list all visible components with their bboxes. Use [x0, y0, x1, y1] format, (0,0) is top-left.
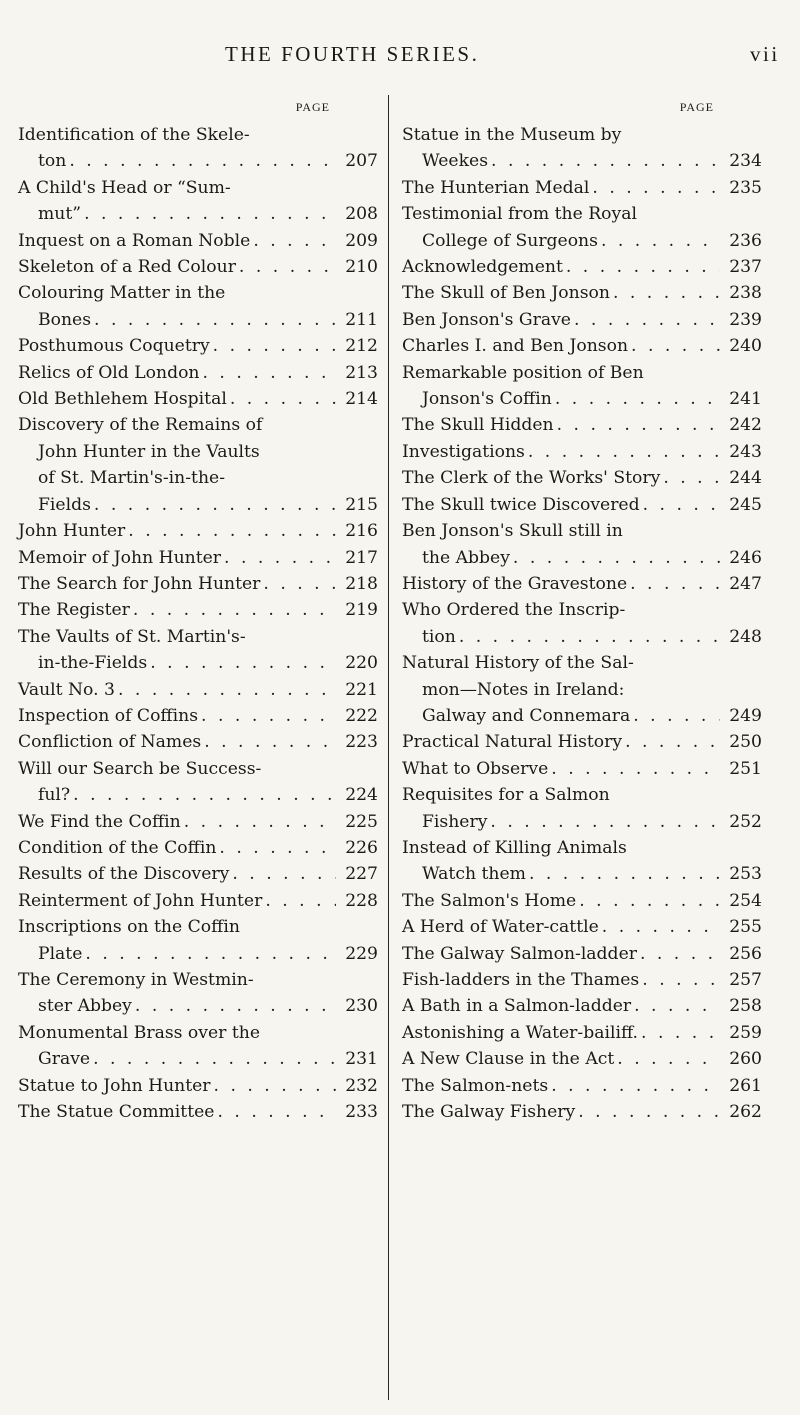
entry-title-line: A Bath in a Salmon-ladder [402, 996, 632, 1017]
entry-page-number: 230 [345, 996, 378, 1017]
leader-dots [200, 360, 337, 386]
entry-page-number: 213 [345, 362, 378, 383]
entry-title-line: The Skull twice Discovered [402, 494, 640, 515]
contents-entry [402, 597, 762, 650]
leader-dots [571, 307, 720, 333]
contents-entry [18, 861, 378, 887]
contents-entry [18, 809, 378, 835]
entry-page-number: 208 [345, 204, 378, 225]
contents-entry [402, 888, 762, 914]
entry-title-line: John Hunter [18, 521, 126, 542]
contents-entry [18, 967, 378, 1020]
entry-title-line: Inquest on a Roman Noble [18, 230, 251, 251]
entry-page-number: 251 [729, 758, 762, 779]
leader-dots [598, 228, 720, 254]
contents-entry [402, 412, 762, 438]
entry-page-number: 250 [729, 732, 762, 753]
entry-title-line: Skeleton of a Red Colour [18, 257, 236, 278]
entry-title-line: The Galway Salmon-ladder [402, 943, 637, 964]
contents-entry [18, 254, 378, 280]
entry-page-number: 210 [345, 257, 378, 278]
contents-entry [18, 412, 378, 518]
leader-dots [260, 571, 336, 597]
contents-entry [402, 993, 762, 1019]
contents-column-right [402, 100, 762, 1125]
leader-dots [82, 941, 336, 967]
entry-title-line: The Ceremony in Westmin- [18, 970, 254, 990]
entry-page-number: 262 [729, 1102, 762, 1123]
entry-title-line: Fish-ladders in the Thames [402, 970, 640, 990]
leader-dots [211, 1073, 336, 1099]
entry-page-number: 231 [345, 1049, 378, 1070]
contents-entry [402, 650, 762, 729]
leader-dots [638, 1020, 720, 1046]
leader-dots [221, 545, 336, 571]
entry-title-line: Watch them [422, 864, 526, 885]
entry-page-number: 232 [345, 1075, 378, 1096]
entry-title-line: What to Observe [402, 758, 549, 779]
entry-page-number: 234 [729, 151, 762, 172]
entry-title-line: Results of the Discovery [18, 864, 230, 885]
entry-page-number: 220 [345, 653, 378, 674]
leader-dots [487, 809, 720, 835]
entry-title-line: Reinterment of John Hunter [18, 890, 263, 911]
entry-title-line: Investigations [402, 441, 525, 462]
entry-title-line: Colouring Matter in the [18, 283, 226, 304]
leader-dots [639, 967, 720, 993]
entry-page-number: 219 [345, 600, 378, 621]
entry-page-number: 249 [729, 705, 762, 726]
entry-page-number: 253 [729, 864, 762, 885]
entry-title-line: Posthumous Coquetry [18, 336, 210, 357]
entry-page-number: 257 [729, 970, 762, 990]
contents-entry [402, 333, 762, 359]
entry-title-line: ful? [38, 785, 71, 806]
entry-title-line: Plate [38, 943, 83, 964]
entry-page-number: 245 [729, 494, 762, 515]
entry-title-line: mut” [38, 204, 82, 225]
entry-page-number: 212 [345, 336, 378, 357]
entry-page-number: 229 [345, 943, 378, 964]
entry-title-line: The Statue Committee [18, 1102, 215, 1123]
leader-dots [198, 703, 336, 729]
entry-title-line: Testimonial from the Royal [402, 204, 637, 225]
contents-entry [18, 756, 378, 809]
leader-dots [610, 280, 720, 306]
entry-title-line: Relics of Old London [18, 362, 200, 383]
leader-dots [563, 254, 720, 280]
entry-title-line: Inscriptions on the Coffin [18, 917, 240, 938]
leader-dots [548, 756, 720, 782]
contents-entry [402, 1020, 762, 1046]
entry-page-number: 227 [345, 864, 378, 885]
contents-entry [18, 360, 378, 386]
contents-entry [18, 597, 378, 623]
entry-page-number: 254 [729, 890, 762, 911]
entry-page-number: 246 [729, 547, 762, 568]
entry-title-line: The Skull Hidden [402, 415, 554, 436]
contents-entry [18, 1099, 378, 1125]
entry-title-line: Grave [38, 1049, 91, 1070]
entry-title-line: The Hunterian Medal [402, 177, 590, 198]
contents-entry [18, 1020, 378, 1073]
leader-dots [589, 175, 720, 201]
entry-page-number: 224 [345, 785, 378, 806]
entry-title-line: Identification of the Skele- [18, 125, 250, 145]
leader-dots [627, 571, 720, 597]
leader-dots [201, 729, 336, 755]
contents-entry [18, 1073, 378, 1099]
page-number: vii [750, 42, 780, 66]
leader-dots [250, 228, 336, 254]
contents-entry [402, 571, 762, 597]
leader-dots [456, 624, 720, 650]
leader-dots [575, 1099, 720, 1125]
entry-title-line: ton [38, 151, 67, 172]
contents-entry [18, 518, 378, 544]
leader-dots [599, 914, 720, 940]
leader-dots [229, 861, 336, 887]
entry-page-number: 258 [729, 996, 762, 1017]
entry-page-number: 260 [729, 1049, 762, 1070]
contents-entry [18, 703, 378, 729]
series-title: THE FOURTH SERIES. [225, 42, 480, 66]
entry-page-number: 259 [729, 1022, 762, 1043]
entry-title-line: Fields [38, 494, 91, 515]
entry-page-number: 207 [345, 151, 378, 172]
entry-title-line: Weekes [422, 151, 489, 172]
entry-title-line: tion [422, 626, 456, 647]
entry-title-line: the Abbey [422, 547, 510, 568]
leader-dots [548, 1073, 720, 1099]
entry-title-line: We Find the Coffin [18, 811, 181, 832]
entry-title-line: Ben Jonson's Grave [402, 309, 571, 330]
contents-entry [18, 729, 378, 755]
leader-dots [576, 888, 720, 914]
leader-dots [526, 861, 720, 887]
entry-page-number: 252 [729, 811, 762, 832]
leader-dots [660, 465, 720, 491]
contents-entry [18, 280, 378, 333]
entry-page-number: 221 [345, 679, 378, 700]
leader-dots [66, 148, 336, 174]
entry-title-line: Jonson's Coffin [422, 389, 552, 410]
leader-dots [640, 492, 720, 518]
entry-page-number: 240 [729, 336, 762, 357]
entry-title-line: Memoir of John Hunter [18, 547, 222, 568]
entry-title-line: Charles I. and Ben Jonson [402, 336, 629, 357]
entry-page-number: 216 [345, 521, 378, 542]
running-header [0, 42, 800, 82]
contents-entry [402, 439, 762, 465]
entry-title-line: Monumental Brass over the [18, 1022, 260, 1043]
entry-page-number: 228 [345, 890, 378, 911]
entry-title-line: The Clerk of the Works' Story [402, 468, 661, 489]
leader-dots [614, 1046, 720, 1072]
entry-title-line: Remarkable position of Ben [402, 362, 644, 383]
leader-dots [262, 888, 336, 914]
leader-dots [132, 993, 336, 1019]
contents-entry [402, 465, 762, 491]
entry-title-line: in-the-Fields [38, 653, 148, 674]
leader-dots [70, 782, 336, 808]
leader-dots [525, 439, 720, 465]
leader-dots [181, 809, 336, 835]
entry-title-line: The Salmon-nets [402, 1075, 549, 1096]
entry-page-number: 233 [345, 1102, 378, 1123]
contents-entry [402, 756, 762, 782]
entry-title-line: The Salmon's Home [402, 890, 577, 911]
leader-dots [631, 993, 720, 1019]
entry-title-line: The Search for John Hunter [18, 573, 261, 594]
entry-page-number: 241 [729, 389, 762, 410]
entry-page-number: 235 [729, 177, 762, 198]
entry-page-number: 225 [345, 811, 378, 832]
entry-title-line: Fishery [422, 811, 488, 832]
contents-entry [402, 175, 762, 201]
contents-entry [18, 228, 378, 254]
leader-dots [130, 597, 336, 623]
leader-dots [214, 1099, 336, 1125]
entry-title-line: A Child's Head or “Sum- [18, 177, 231, 198]
leader-dots [488, 148, 720, 174]
contents-column-left [18, 100, 378, 1125]
contents-entry [18, 914, 378, 967]
leader-dots [554, 412, 720, 438]
entry-title-line: Practical Natural History [402, 732, 623, 753]
leader-dots [227, 386, 336, 412]
entry-page-number: 215 [345, 494, 378, 515]
contents-entry [402, 307, 762, 333]
entry-title-line: A New Clause in the Act [402, 1049, 615, 1070]
entry-title-line: Discovery of the Remains of [18, 415, 263, 436]
entry-title-line: Statue to John Hunter [18, 1075, 211, 1096]
leader-dots [630, 703, 720, 729]
leader-dots [210, 333, 336, 359]
entry-title-line: of St. Martin's-in-the- [38, 468, 225, 489]
entry-title-line: The Register [18, 600, 130, 621]
contents-entry [18, 333, 378, 359]
leader-dots [125, 518, 336, 544]
contents-entry [402, 729, 762, 755]
entry-title-line: Statue in the Museum by [402, 125, 622, 145]
entry-page-number: 236 [729, 230, 762, 251]
entry-title-line: The Skull of Ben Jonson [402, 283, 610, 304]
contents-entry [402, 280, 762, 306]
leader-dots [115, 677, 336, 703]
contents-entry [18, 386, 378, 412]
entry-page-number: 256 [729, 943, 762, 964]
contents-entry [18, 122, 378, 175]
entry-page-number: 226 [345, 837, 378, 858]
entry-page-number: 209 [345, 230, 378, 251]
entry-title-line: Instead of Killing Animals [402, 837, 627, 858]
entry-page-number: 247 [729, 573, 762, 594]
contents-entry [18, 835, 378, 861]
entry-page-number: 238 [729, 283, 762, 304]
contents-entry [402, 492, 762, 518]
entry-title-line: Inspection of Coffins [18, 705, 199, 726]
leader-dots [628, 333, 720, 359]
entry-title-line: The Vaults of St. Martin's- [18, 626, 246, 647]
entry-page-number: 244 [729, 468, 762, 489]
contents-entry [18, 571, 378, 597]
entry-title-line: Bones [38, 309, 92, 330]
entry-title-line: Astonishing a Water-bailiff. [402, 1022, 639, 1043]
entry-page-number: 243 [729, 441, 762, 462]
entry-page-number: 237 [729, 257, 762, 278]
contents-entry [402, 835, 762, 888]
leader-dots [90, 1046, 336, 1072]
leader-dots [91, 492, 336, 518]
entry-page-number: 214 [345, 389, 378, 410]
entry-title-line: A Herd of Water-cattle [402, 917, 599, 938]
column-heading-page: PAGE [679, 100, 714, 114]
leader-dots [91, 307, 336, 333]
entry-title-line: Confliction of Names [18, 732, 202, 753]
contents-entry [402, 914, 762, 940]
entry-title-line: Galway and Connemara [422, 705, 631, 726]
contents-entry [402, 360, 762, 413]
entry-title-line: Ben Jonson's Skull still in [402, 521, 623, 542]
entry-title-line: Requisites for a Salmon [402, 785, 610, 806]
contents-entry [402, 518, 762, 571]
leader-dots [510, 545, 720, 571]
entry-page-number: 248 [729, 626, 762, 647]
contents-entry [402, 201, 762, 254]
entry-page-number: 223 [345, 732, 378, 753]
entry-title-line: Who Ordered the Inscrip- [402, 600, 626, 621]
entry-title-line: The Galway Fishery [402, 1102, 576, 1123]
leader-dots [622, 729, 720, 755]
entry-title-line: Natural History of the Sal- [402, 653, 634, 674]
contents-entry [402, 1073, 762, 1099]
entry-page-number: 211 [345, 309, 378, 330]
leader-dots [81, 201, 336, 227]
entry-title-line: Old Bethlehem Hospital [18, 389, 227, 410]
entry-title-line: ster Abbey [38, 996, 132, 1017]
contents-entry [18, 888, 378, 914]
entry-page-number: 261 [729, 1075, 762, 1096]
column-heading-page: PAGE [295, 100, 330, 114]
contents-entry [402, 122, 762, 175]
contents-entry [18, 624, 378, 677]
contents-entry [402, 967, 762, 993]
entry-title-line: Vault No. 3 [18, 679, 115, 700]
contents-entry [18, 175, 378, 228]
entry-page-number: 255 [729, 917, 762, 938]
contents-entry [402, 941, 762, 967]
contents-entry [18, 545, 378, 571]
leader-dots [552, 386, 720, 412]
entry-page-number: 239 [729, 309, 762, 330]
entry-page-number: 242 [729, 415, 762, 436]
entry-title-line: Acknowledgement [402, 257, 563, 278]
entry-title-line: mon—Notes in Ireland: [422, 679, 625, 700]
entry-page-number: 218 [345, 573, 378, 594]
entry-title-line: History of the Gravestone [402, 573, 628, 594]
leader-dots [147, 650, 336, 676]
contents-entry [402, 1099, 762, 1125]
entry-title-line: John Hunter in the Vaults [38, 441, 260, 462]
contents-entry [402, 782, 762, 835]
leader-dots [236, 254, 336, 280]
contents-entry [402, 1046, 762, 1072]
entry-page-number: 222 [345, 705, 378, 726]
leader-dots [216, 835, 336, 861]
entry-title-line: College of Surgeons [422, 230, 598, 251]
entry-title-line: Condition of the Coffin [18, 837, 217, 858]
contents-entry [402, 254, 762, 280]
column-divider [388, 95, 389, 1400]
contents-entry [18, 677, 378, 703]
entry-page-number: 217 [345, 547, 378, 568]
entry-title-line: Will our Search be Success- [18, 758, 262, 779]
leader-dots [637, 941, 720, 967]
